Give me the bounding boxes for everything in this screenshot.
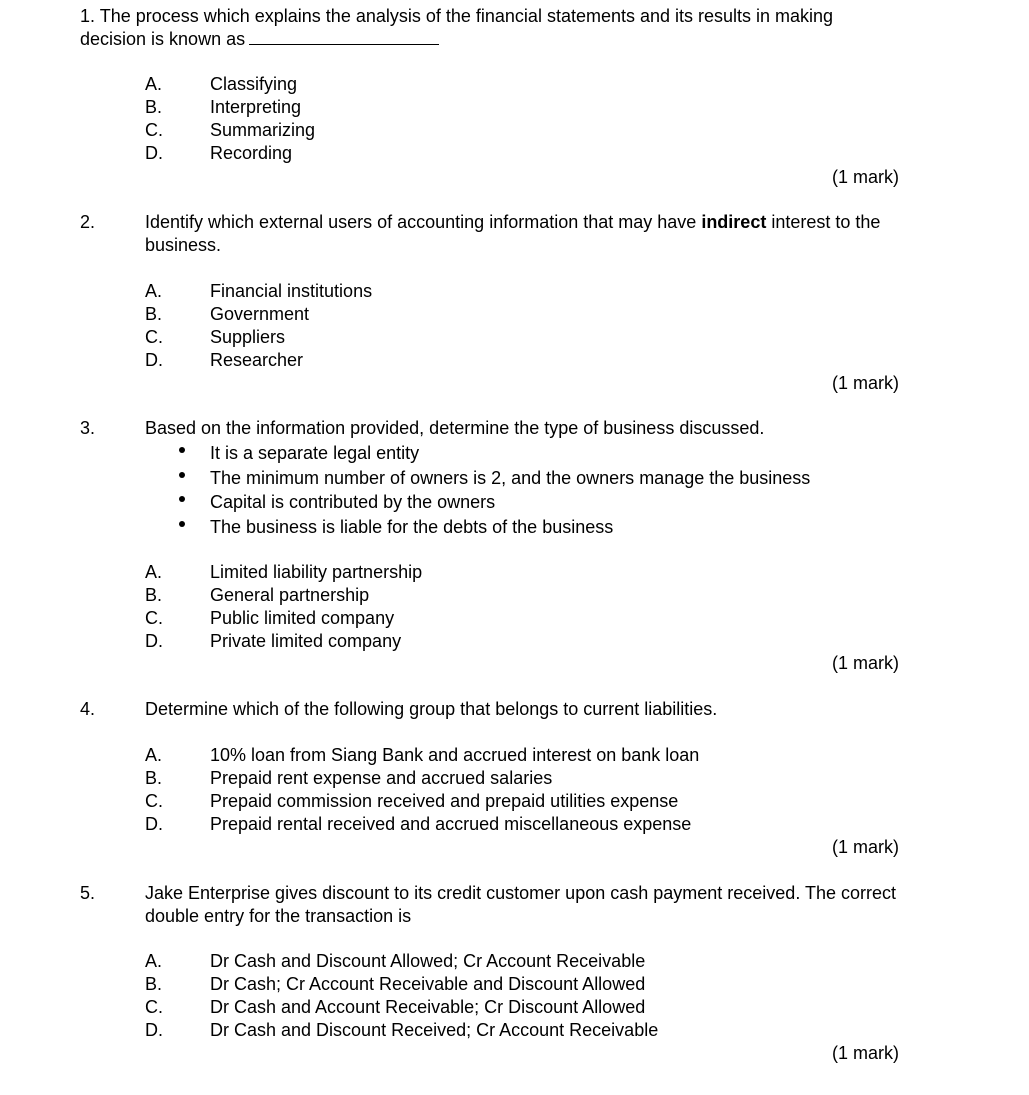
- question-1-text: [80, 5, 900, 51]
- question-2-options: [145, 280, 845, 372]
- question-5: [80, 882, 900, 928]
- option-a[interactable]: A. Dr Cash and Discount Allowed; Cr Account Receivable: [145, 951, 646, 971]
- question-3-number: 3.: [80, 418, 96, 438]
- option-b[interactable]: B. General partnership: [145, 585, 370, 605]
- question-1-mark: (1 mark): [832, 167, 899, 187]
- question-3-options: [145, 561, 845, 653]
- question-1-options: [145, 73, 845, 165]
- bullet-item: The minimum number of owners is 2, and the owners manage the business: [210, 467, 811, 488]
- emphasis-word: indirect: [701, 212, 767, 232]
- bullet-item: It is a separate legal entity: [210, 443, 420, 463]
- option-d[interactable]: D. Dr Cash and Discount Received; Cr Account Receivable: [145, 1020, 659, 1040]
- question-2-mark: (1 mark): [832, 373, 899, 393]
- question-3-mark: (1 mark): [832, 653, 899, 673]
- bullet-item: Capital is contributed by the owners: [210, 492, 496, 512]
- option-d[interactable]: D. Researcher: [145, 350, 304, 370]
- question-5-mark: (1 mark): [832, 1043, 899, 1063]
- question-1: [80, 5, 900, 51]
- question-5-number: 5.: [80, 883, 96, 903]
- option-b[interactable]: B. Interpreting: [145, 97, 302, 117]
- question-3-text: Based on the information provided, determine the type of business discussed.: [145, 418, 765, 438]
- bullet-item: The business is liable for the debts of the business: [210, 516, 614, 537]
- question-5-options: [145, 950, 845, 1042]
- option-a[interactable]: A. Financial institutions: [145, 281, 373, 301]
- question-4-options: [145, 744, 845, 836]
- option-c[interactable]: C. Suppliers: [145, 327, 286, 347]
- question-4: [80, 698, 900, 721]
- answer-blank: [249, 32, 439, 45]
- question-2: [80, 211, 900, 257]
- option-b[interactable]: B. Dr Cash; Cr Account Receivable and Discount Allowed: [145, 974, 646, 994]
- question-2-number: 2.: [80, 212, 96, 232]
- question-4-mark: (1 mark): [832, 837, 899, 857]
- option-d[interactable]: D. Recording: [145, 143, 293, 163]
- option-c[interactable]: C. Dr Cash and Account Receivable; Cr Discount Allowed: [145, 997, 646, 1017]
- question-3: [80, 417, 900, 440]
- question-5-text: Jake Enterprise gives discount to its credit customer upon cash payment received. The correct double entry for the transaction is: [145, 883, 897, 926]
- option-c[interactable]: C. Public limited company: [145, 608, 395, 628]
- question-3-bullets: [175, 442, 935, 540]
- question-4-text: Determine which of the following group that belongs to current liabilities.: [145, 699, 718, 719]
- option-d[interactable]: D. Prepaid rental received and accrued miscellaneous expense: [145, 814, 692, 834]
- option-d[interactable]: D. Private limited company: [145, 631, 402, 651]
- option-c[interactable]: C. Prepaid commission received and prepaid utilities expense: [145, 791, 679, 811]
- option-c[interactable]: C. Summarizing: [145, 120, 316, 140]
- option-b[interactable]: B. Government: [145, 304, 310, 324]
- option-a[interactable]: A. Limited liability partnership: [145, 562, 423, 582]
- question-1-stem: The process which explains the analysis of the financial statements and its results in making decision is known as: [80, 6, 834, 49]
- option-a[interactable]: A. 10% loan from Siang Bank and accrued interest on bank loan: [145, 745, 700, 765]
- option-b[interactable]: B. Prepaid rent expense and accrued salaries: [145, 768, 553, 788]
- question-1-number: 1.: [80, 6, 96, 26]
- question-4-number: 4.: [80, 699, 96, 719]
- question-2-text: Identify which external users of accounting information that may have indirect interest to the business.: [145, 212, 881, 255]
- option-a[interactable]: A. Classifying: [145, 74, 298, 94]
